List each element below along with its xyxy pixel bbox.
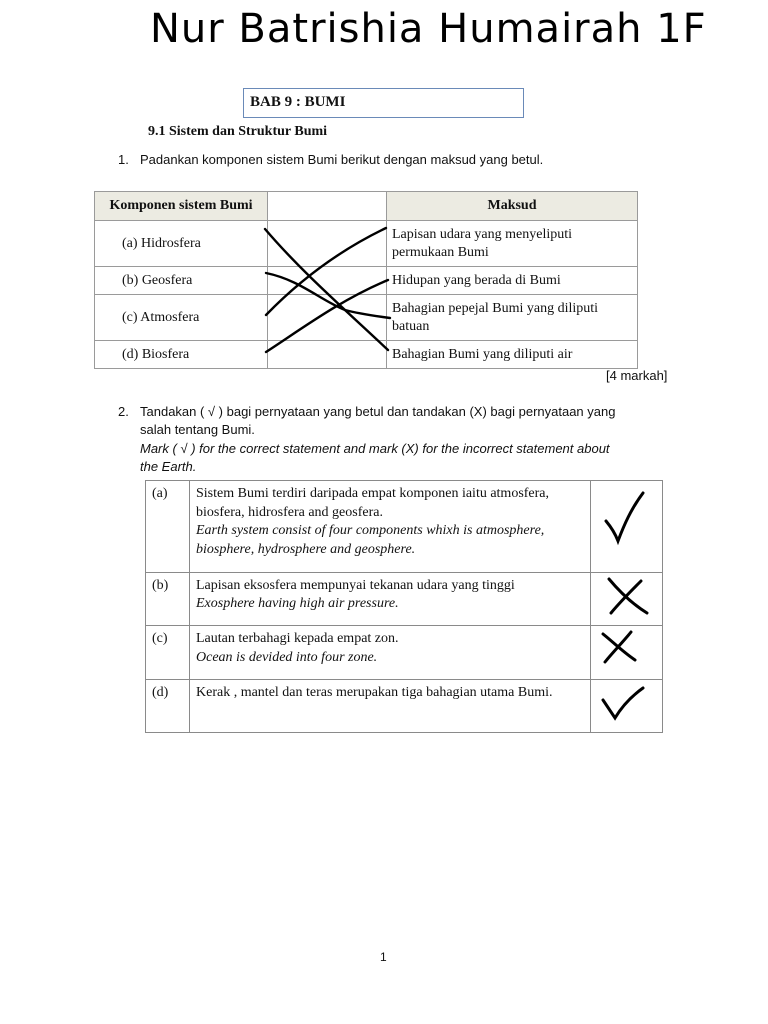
- cross-mark-icon: [591, 626, 662, 672]
- q2-statement-c-english: Ocean is devided into four zone.: [196, 649, 378, 665]
- q1-meaning-4: Bahagian Bumi yang diliputi air: [387, 341, 638, 369]
- q2-statement-cell: [190, 679, 591, 733]
- q1-component-b: (b) Geosfera: [122, 272, 193, 288]
- q1-line-cell: [268, 221, 387, 267]
- q2-answer-b: [591, 572, 663, 626]
- q2-statement-d-malay: Kerak , mantel dan teras merupakan tiga bahagian utama Bumi.: [196, 684, 553, 700]
- q1-header-meaning: Maksud: [387, 192, 638, 221]
- q2-english-line1: Mark ( √ ) for the correct statement and mark (X) for the incorrect statement about: [140, 441, 610, 456]
- q1-component-cell: [95, 267, 268, 295]
- q2-statement-a-english: Earth system consist of four components whixh is atmosphere, biosphere, hydrosphere and geosphere.: [196, 523, 545, 557]
- q1-header-component: Komponen sistem Bumi: [95, 192, 268, 221]
- cross-mark-icon: [591, 573, 662, 619]
- q2-english-line2: the Earth.: [140, 459, 197, 474]
- q1-component-cell: [95, 221, 268, 267]
- q1-matching-table: [94, 191, 638, 369]
- q2-number: 2.: [118, 404, 129, 419]
- q2-label-a: (a): [146, 481, 190, 573]
- q1-line-cell: [268, 295, 387, 341]
- tick-mark-icon: [591, 680, 662, 726]
- q2-statement-cell: [190, 626, 591, 680]
- q2-instruction-line2: salah tentang Bumi.: [140, 422, 255, 437]
- q1-component-d: (d) Biosfera: [122, 346, 190, 362]
- q2-statement-cell: [190, 481, 591, 573]
- q2-statement-b-malay: Lapisan eksosfera mempunyai tekanan udara yang tinggi: [196, 577, 515, 593]
- q2-answer-c: [591, 626, 663, 680]
- student-name-handwritten: Nur Batrishia Humairah 1F: [150, 6, 707, 52]
- q2-statement-cell: [190, 572, 591, 626]
- q2-answer-a: [591, 481, 663, 573]
- chapter-title: BAB 9 : BUMI: [250, 94, 346, 110]
- q1-component-a: (a) Hidrosfera: [122, 235, 201, 251]
- tick-mark-icon: [591, 481, 662, 565]
- q2-statement-c-malay: Lautan terbahagi kepada empat zon.: [196, 631, 399, 646]
- q1-meaning-1: Lapisan udara yang menyeliputi permukaan Bumi: [387, 221, 638, 267]
- page-number: 1: [380, 950, 387, 964]
- q1-component-cell: [95, 341, 268, 369]
- q1-header-blank: [268, 192, 387, 221]
- q2-statement-table: [145, 480, 663, 733]
- q1-meaning-2: Hidupan yang berada di Bumi: [387, 267, 638, 295]
- section-title: 9.1 Sistem dan Struktur Bumi: [148, 124, 328, 139]
- q2-statement-a-malay: Sistem Bumi terdiri daripada empat komponen iaitu atmosfera, biosfera, hidrosfera and geosfera.: [196, 486, 550, 520]
- q2-instruction-line1: Tandakan ( √ ) bagi pernyataan yang betul dan tandakan (X) bagi pernyataan yang: [140, 404, 616, 419]
- q1-line-cell: [268, 267, 387, 295]
- q1-component-cell: [95, 295, 268, 341]
- q1-number: 1.: [118, 152, 129, 167]
- q2-answer-d: [591, 679, 663, 733]
- q2-label-c: (c): [146, 626, 190, 680]
- q2-statement-b-english: Exosphere having high air pressure.: [196, 596, 399, 611]
- q1-meaning-3: Bahagian pepejal Bumi yang diliputi batuan: [387, 295, 638, 341]
- q1-line-cell: [268, 341, 387, 369]
- q1-marks: [4 markah]: [606, 368, 668, 383]
- q1-component-c: (c) Atmosfera: [122, 309, 200, 325]
- q2-label-d: (d): [146, 679, 190, 733]
- q2-label-b: (b): [146, 572, 190, 626]
- q1-instruction: Padankan komponen sistem Bumi berikut dengan maksud yang betul.: [140, 152, 544, 167]
